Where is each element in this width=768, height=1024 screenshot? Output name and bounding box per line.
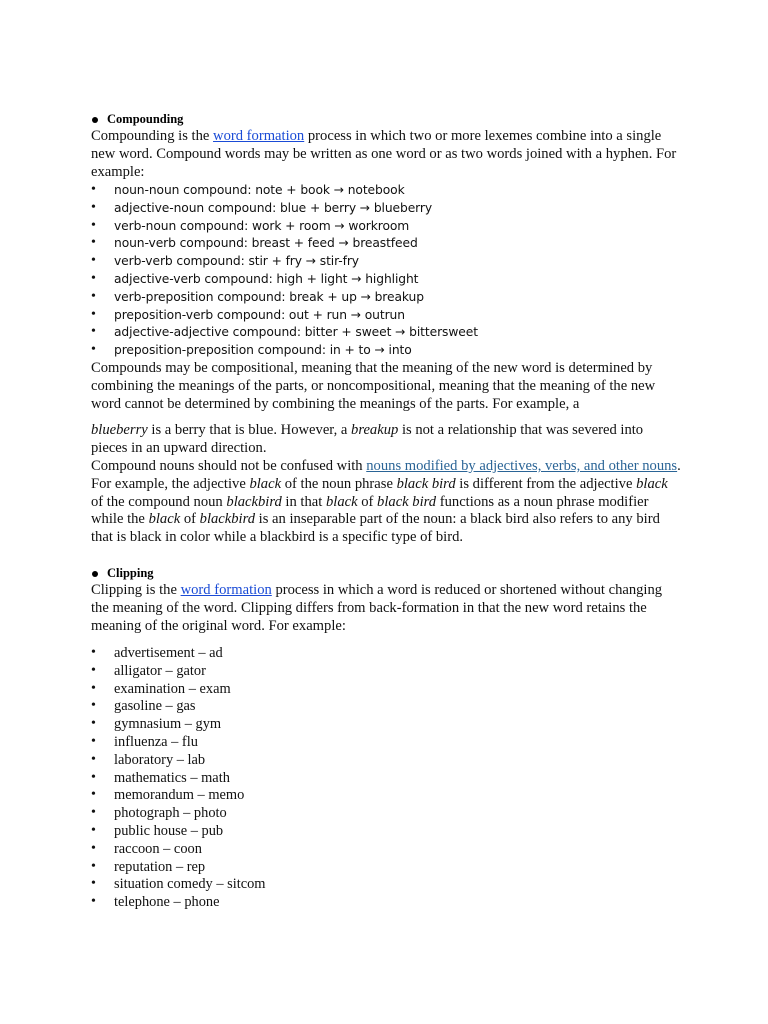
list-item-text: advertisement – ad [114, 645, 223, 661]
list-item-text: gasoline – gas [114, 698, 196, 715]
list-item-text: preposition-verb compound: out + run → outrun [114, 307, 405, 322]
compound-examples-list [91, 181, 478, 359]
bullet-icon [92, 571, 98, 577]
list-item [91, 323, 478, 341]
nouns-modified-link[interactable]: nouns modified by adjectives, verbs, and other nouns [366, 458, 678, 474]
clipping-title: Clipping [107, 566, 154, 580]
list-item-text: memorandum – memo [114, 787, 245, 804]
list-item [91, 662, 265, 680]
list-item [91, 751, 265, 769]
list-item [91, 733, 265, 751]
list-item-text: telephone – phone [114, 894, 220, 911]
list-item [91, 786, 265, 804]
list-item [91, 270, 478, 288]
list-item [91, 822, 265, 840]
list-item-text: preposition-preposition compound: in + to → into [114, 343, 412, 358]
word-formation-link[interactable]: word formation [213, 128, 305, 144]
list-item [91, 680, 265, 698]
list-item [91, 893, 265, 911]
list-item [91, 858, 265, 876]
list-item-text: verb-noun compound: work + room → workroom [114, 218, 410, 233]
list-item [91, 288, 478, 306]
list-item-text: verb-verb compound: stir + fry → stir-fry [114, 254, 359, 269]
list-item-text: noun-verb compound: breast + feed → breastfeed [114, 236, 418, 251]
bullet-icon [92, 117, 98, 123]
list-item-text: influenza – flu [114, 733, 198, 750]
list-item-text: situation comedy – sitcom [114, 876, 266, 893]
list-item [91, 199, 478, 217]
compound-nouns-paragraph: Compound nouns should not be confused with nouns modified by adjectives, verbs, and other nouns. For example, the adjective black of the noun phrase black bird is different from the adjective black of the compound noun blackbird in that black of black bird functions as a noun phrase modifier while the black of blackbird is an inseparable part of the noun: a black bird also refers to any bird that is black in color while a blackbird is a specific type of bird. [91, 458, 681, 546]
list-item-text: noun-noun compound: note + book → notebook [114, 183, 405, 197]
list-item [91, 769, 265, 787]
list-item-text: public house – pub [114, 822, 224, 839]
list-item-text: photograph – photo [114, 805, 227, 822]
compounding-heading [92, 112, 183, 127]
list-item [91, 217, 478, 235]
list-item-text: gymnasium – gym [114, 716, 222, 733]
compounding-intro: Compounding is the word formation process in which two or more lexemes combine into a single new word. Compound words may be written as one word or as two words joined with a hyphen. For example: [91, 128, 677, 180]
list-item [91, 875, 265, 893]
clipping-intro: Clipping is the word formation process in which a word is reduced or shortened without changing the meaning of the word. Clipping differs from back-formation in that the new word retains the meaning of the original word. For example: [91, 582, 663, 634]
list-item-text: raccoon – coon [114, 840, 202, 857]
list-item-text: reputation – rep [114, 858, 206, 875]
list-item [91, 252, 478, 270]
blueberry-paragraph: blueberry is a berry that is blue. However, a breakup is not a relationship that was severed into pieces in an upward direction. [91, 422, 644, 456]
list-item [91, 840, 265, 858]
list-item-text: adjective-noun compound: blue + berry → blueberry [114, 200, 433, 215]
list-item [91, 644, 265, 662]
list-item [91, 306, 478, 324]
list-item [91, 341, 478, 359]
list-item-text: mathematics – math [114, 769, 230, 786]
list-item-text: adjective-adjective compound: bitter + sweet → bittersweet [114, 325, 478, 340]
list-item-text: examination – exam [114, 680, 231, 697]
list-item-text: verb-preposition compound: break + up → breakup [114, 289, 424, 304]
list-item-text: adjective-verb compound: high + light → highlight [114, 271, 419, 286]
list-item-text: alligator – gator [114, 662, 206, 679]
compositional-paragraph: Compounds may be compositional, meaning that the meaning of the new word is determined by combining the meanings of the parts, or noncompositional, meaning that the meaning of the new word cannot be determined by combining the meanings of the parts. For example, a [91, 360, 656, 412]
list-item [91, 697, 265, 715]
list-item [91, 181, 478, 199]
clipping-heading [92, 566, 154, 581]
list-item [91, 715, 265, 733]
list-item-text: laboratory – lab [114, 751, 206, 768]
list-item [91, 804, 265, 822]
clipping-examples-list [91, 644, 265, 911]
word-formation-link-2[interactable]: word formation [180, 582, 272, 598]
list-item [91, 234, 478, 252]
compounding-title: Compounding [107, 112, 184, 126]
